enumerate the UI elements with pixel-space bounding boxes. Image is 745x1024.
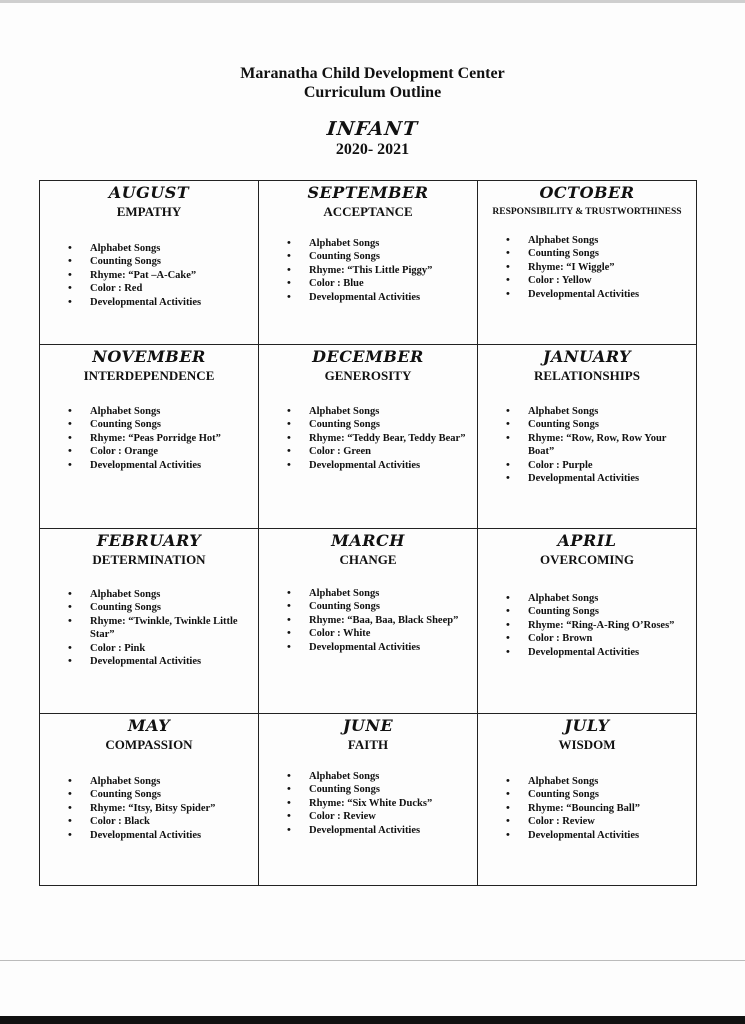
school-year: 2020- 2021 — [335, 141, 410, 158]
activity-item: • Rhyme: “Pat –A-Cake” — [48, 269, 250, 282]
activity-item: • Alphabet Songs — [48, 588, 250, 601]
month-name: MARCH — [331, 531, 405, 550]
activity-item: • Counting Songs — [486, 605, 688, 618]
scan-top-edge — [0, 0, 745, 3]
activity-list — [48, 775, 250, 842]
activity-item: • Developmental Activities — [486, 288, 688, 301]
month-cell-october — [478, 181, 696, 345]
activity-item: • Developmental Activities — [48, 459, 250, 472]
activity-item: • Alphabet Songs — [486, 405, 688, 418]
activity-item: • Color : Blue — [267, 277, 469, 290]
scan-bottom-edge — [0, 1016, 745, 1024]
monthly-theme: GENEROSITY — [324, 368, 412, 383]
activity-item: • Color : Yellow — [486, 274, 688, 287]
activity-item: • Rhyme: “Ring-A-Ring O’Roses” — [486, 619, 688, 632]
activity-item: • Color : Brown — [486, 632, 688, 645]
activity-item: • Counting Songs — [267, 418, 469, 431]
month-cell-may — [40, 714, 259, 885]
activity-item: • Developmental Activities — [486, 829, 688, 842]
activity-item: • Rhyme: “Row, Row, Row Your Boat” — [486, 432, 688, 459]
activity-item: • Rhyme: “Teddy Bear, Teddy Bear” — [267, 432, 469, 445]
activity-item: • Developmental Activities — [48, 829, 250, 842]
activity-item: • Alphabet Songs — [267, 587, 469, 600]
activity-list — [486, 405, 688, 485]
activity-item: • Rhyme: “Baa, Baa, Black Sheep” — [267, 614, 469, 627]
month-cell-june — [259, 714, 478, 885]
monthly-theme: CHANGE — [339, 552, 397, 567]
activity-item: • Alphabet Songs — [48, 405, 250, 418]
activity-item: • Developmental Activities — [486, 472, 688, 485]
monthly-theme: EMPATHY — [116, 204, 182, 219]
monthly-theme: ACCEPTANCE — [323, 204, 413, 219]
activity-item: • Alphabet Songs — [486, 592, 688, 605]
activity-item: • Alphabet Songs — [48, 775, 250, 788]
activity-item: • Developmental Activities — [267, 291, 469, 304]
activity-item: • Color : Black — [48, 815, 250, 828]
activity-list — [48, 405, 250, 472]
activity-item: • Rhyme: “Bouncing Ball” — [486, 802, 688, 815]
school-name: Maranatha Child Development Center — [240, 65, 505, 82]
activity-item: • Alphabet Songs — [267, 405, 469, 418]
month-cell-november — [40, 345, 259, 529]
activity-item: • Alphabet Songs — [486, 234, 688, 247]
month-cell-april — [478, 529, 696, 714]
activity-item: • Developmental Activities — [267, 459, 469, 472]
activity-item: • Counting Songs — [486, 788, 688, 801]
month-name: JUNE — [342, 716, 394, 735]
activity-item: • Counting Songs — [48, 418, 250, 431]
activity-list — [267, 770, 469, 837]
activity-item: • Counting Songs — [486, 247, 688, 260]
activity-list — [48, 242, 250, 309]
activity-list — [486, 592, 688, 659]
document-header — [0, 64, 745, 159]
page-divider — [0, 960, 745, 961]
month-cell-february — [40, 529, 259, 714]
month-cell-august — [40, 181, 259, 345]
activity-item: • Color : Review — [267, 810, 469, 823]
activity-list — [267, 237, 469, 304]
activity-item: • Alphabet Songs — [486, 775, 688, 788]
activity-item: • Developmental Activities — [48, 655, 250, 668]
month-name: APRIL — [557, 531, 617, 550]
month-name: SEPTEMBER — [307, 183, 429, 202]
month-name: JANUARY — [542, 347, 632, 366]
month-cell-september — [259, 181, 478, 345]
activity-item: • Color : Green — [267, 445, 469, 458]
activity-item: • Developmental Activities — [267, 824, 469, 837]
month-cell-january — [478, 345, 696, 529]
activity-list — [267, 587, 469, 654]
activity-item: • Rhyme: “Peas Porridge Hot” — [48, 432, 250, 445]
month-name: FEBRUARY — [96, 531, 202, 550]
month-cell-march — [259, 529, 478, 714]
activity-item: • Counting Songs — [48, 255, 250, 268]
monthly-theme: OVERCOMING — [540, 552, 634, 567]
monthly-theme: RESPONSIBILITY & TRUSTWORTHINESS — [492, 207, 682, 217]
activity-item: • Rhyme: “Itsy, Bitsy Spider” — [48, 802, 250, 815]
month-name: JULY — [564, 716, 610, 735]
activity-item: • Counting Songs — [267, 783, 469, 796]
curriculum-grid — [39, 180, 697, 886]
activity-item: • Developmental Activities — [48, 296, 250, 309]
activity-item: • Color : Red — [48, 282, 250, 295]
age-level: INFANT — [325, 118, 420, 140]
activity-item: • Color : Pink — [48, 642, 250, 655]
activity-item: • Rhyme: “Twinkle, Twinkle Little Star” — [48, 615, 250, 642]
activity-item: • Rhyme: “I Wiggle” — [486, 261, 688, 274]
document-title: Curriculum Outline — [303, 84, 442, 101]
monthly-theme: INTERDEPENDENCE — [83, 368, 215, 383]
activity-item: • Developmental Activities — [267, 641, 469, 654]
activity-item: • Counting Songs — [267, 600, 469, 613]
monthly-theme: COMPASSION — [105, 737, 193, 752]
activity-item: • Color : Purple — [486, 459, 688, 472]
month-name: NOVEMBER — [92, 347, 206, 366]
monthly-theme: DETERMINATION — [92, 552, 206, 567]
activity-item: • Alphabet Songs — [267, 237, 469, 250]
monthly-theme: RELATIONSHIPS — [534, 368, 640, 383]
activity-item: • Counting Songs — [267, 250, 469, 263]
activity-item: • Developmental Activities — [486, 646, 688, 659]
activity-item: • Color : Review — [486, 815, 688, 828]
activity-item: • Counting Songs — [48, 601, 250, 614]
activity-item: • Counting Songs — [48, 788, 250, 801]
activity-item: • Rhyme: “Six White Ducks” — [267, 797, 469, 810]
activity-item: • Alphabet Songs — [267, 770, 469, 783]
month-name: OCTOBER — [539, 183, 635, 202]
activity-list — [486, 234, 688, 301]
activity-item: • Color : Orange — [48, 445, 250, 458]
activity-list — [48, 588, 250, 668]
activity-list — [486, 775, 688, 842]
activity-item: • Color : White — [267, 627, 469, 640]
monthly-theme: WISDOM — [558, 737, 616, 752]
activity-item: • Counting Songs — [486, 418, 688, 431]
month-cell-july — [478, 714, 696, 885]
monthly-theme: FAITH — [347, 737, 389, 752]
month-cell-december — [259, 345, 478, 529]
month-name: AUGUST — [108, 183, 190, 202]
month-name: MAY — [127, 716, 171, 735]
activity-item: • Rhyme: “This Little Piggy” — [267, 264, 469, 277]
month-name: DECEMBER — [312, 347, 424, 366]
activity-item: • Alphabet Songs — [48, 242, 250, 255]
activity-list — [267, 405, 469, 472]
